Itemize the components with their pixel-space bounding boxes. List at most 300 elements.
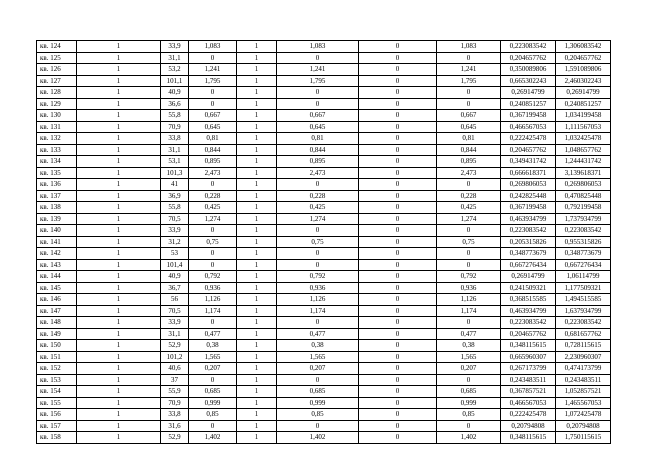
- table-cell: кв. 130: [37, 110, 77, 122]
- table-cell: 1: [77, 340, 161, 352]
- table-cell: 0,728115615: [556, 340, 611, 352]
- table-cell: 0,936: [437, 282, 501, 294]
- table-row: [37, 213, 611, 225]
- table-cell: 2,473: [437, 167, 501, 179]
- table-cell: 53,1: [161, 156, 189, 168]
- table-cell: 0: [189, 317, 237, 329]
- table-cell: 0: [189, 179, 237, 191]
- table-cell: 0,85: [277, 409, 359, 421]
- table-cell: 1: [77, 386, 161, 398]
- table-cell: 0,242825448: [501, 190, 556, 202]
- table-cell: 0,645: [437, 121, 501, 133]
- table-cell: 0,367199458: [501, 110, 556, 122]
- table-cell: 0,223083542: [501, 225, 556, 237]
- table-cell: 0,477: [189, 328, 237, 340]
- table-cell: 0,999: [189, 397, 237, 409]
- table-cell: кв. 147: [37, 305, 77, 317]
- table-cell: 0,666618371: [501, 167, 556, 179]
- table-cell: 0,681657762: [556, 328, 611, 340]
- table-cell: 33,9: [161, 41, 189, 53]
- table-cell: кв. 135: [37, 167, 77, 179]
- table-cell: 0: [277, 374, 359, 386]
- table-cell: 0: [359, 87, 437, 99]
- table-cell: 1: [237, 190, 277, 202]
- table-cell: 1: [77, 87, 161, 99]
- table-cell: 1,402: [189, 432, 237, 444]
- table-cell: 0: [359, 305, 437, 317]
- table-row: [37, 282, 611, 294]
- table-cell: 1: [77, 156, 161, 168]
- table-cell: 0: [437, 179, 501, 191]
- table-cell: 1,174: [437, 305, 501, 317]
- table-cell: 0,75: [189, 236, 237, 248]
- table-cell: кв. 155: [37, 397, 77, 409]
- table-cell: кв. 140: [37, 225, 77, 237]
- table-cell: 0,999: [277, 397, 359, 409]
- table-cell: 0,895: [437, 156, 501, 168]
- table-cell: 0: [437, 374, 501, 386]
- table-cell: 1: [237, 317, 277, 329]
- table-cell: 2,473: [189, 167, 237, 179]
- table-cell: 1: [77, 75, 161, 87]
- table-cell: 1: [237, 98, 277, 110]
- table-row: [37, 328, 611, 340]
- table-row: [37, 340, 611, 352]
- table-cell: 33,8: [161, 133, 189, 145]
- table-cell: 0: [359, 351, 437, 363]
- table-cell: 0,20794808: [501, 420, 556, 432]
- table-cell: 70,9: [161, 397, 189, 409]
- table-cell: 0: [437, 87, 501, 99]
- table-row: [37, 294, 611, 306]
- table-cell: 1: [237, 167, 277, 179]
- table-cell: кв. 156: [37, 409, 77, 421]
- table-cell: 1: [237, 248, 277, 260]
- table-cell: 0,667276434: [501, 259, 556, 271]
- table-row: [37, 75, 611, 87]
- table-cell: 1: [237, 351, 277, 363]
- table-cell: 1: [77, 351, 161, 363]
- table-cell: 1,795: [277, 75, 359, 87]
- table-cell: 0,223083542: [501, 317, 556, 329]
- table-cell: 1,565: [277, 351, 359, 363]
- table-cell: 0: [359, 248, 437, 260]
- table-cell: кв. 128: [37, 87, 77, 99]
- table-row: [37, 259, 611, 271]
- table-cell: 0,38: [189, 340, 237, 352]
- table-cell: 70,9: [161, 121, 189, 133]
- table-cell: 1: [77, 133, 161, 145]
- table-cell: 0,75: [277, 236, 359, 248]
- table-cell: кв. 136: [37, 179, 77, 191]
- table-row: [37, 305, 611, 317]
- table-cell: 0: [359, 317, 437, 329]
- table-cell: 1,244431742: [556, 156, 611, 168]
- table-cell: 0,665302243: [501, 75, 556, 87]
- table-cell: 0,350089806: [501, 64, 556, 76]
- table-cell: кв. 139: [37, 213, 77, 225]
- table-cell: кв. 148: [37, 317, 77, 329]
- table-cell: 0: [277, 259, 359, 271]
- table-cell: 1: [77, 305, 161, 317]
- table-cell: 0: [189, 248, 237, 260]
- table-cell: 1: [77, 397, 161, 409]
- table-cell: 0: [189, 225, 237, 237]
- table-cell: 0,367857521: [501, 386, 556, 398]
- table-cell: кв. 137: [37, 190, 77, 202]
- table-cell: кв. 144: [37, 271, 77, 283]
- table-cell: 0,75: [437, 236, 501, 248]
- table-cell: 52,9: [161, 432, 189, 444]
- table-cell: 33,9: [161, 317, 189, 329]
- table-cell: 0: [359, 52, 437, 64]
- table-cell: 2,230960307: [556, 351, 611, 363]
- table-cell: 0: [359, 340, 437, 352]
- table-row: [37, 420, 611, 432]
- table-row: [37, 52, 611, 64]
- table-cell: 0,463934799: [501, 213, 556, 225]
- table-cell: 0: [359, 110, 437, 122]
- table-cell: 1,795: [189, 75, 237, 87]
- table-cell: 0,349431742: [501, 156, 556, 168]
- table-row: [37, 156, 611, 168]
- table-cell: 0,348773679: [556, 248, 611, 260]
- table-cell: кв. 132: [37, 133, 77, 145]
- table-cell: 101,2: [161, 351, 189, 363]
- table-cell: 2,460302243: [556, 75, 611, 87]
- table-cell: кв. 133: [37, 144, 77, 156]
- table-cell: 1: [237, 236, 277, 248]
- table-cell: 0,269806053: [501, 179, 556, 191]
- table-cell: 0: [359, 328, 437, 340]
- table-cell: 0: [359, 167, 437, 179]
- table-cell: 1,795: [437, 75, 501, 87]
- table-cell: 1: [77, 144, 161, 156]
- table-cell: 0: [359, 363, 437, 375]
- table-cell: 0: [277, 98, 359, 110]
- table-cell: 31,1: [161, 328, 189, 340]
- table-cell: 0: [359, 374, 437, 386]
- table-cell: 0,367199458: [501, 202, 556, 214]
- table-cell: 1,083: [277, 41, 359, 53]
- table-cell: 0,348773679: [501, 248, 556, 260]
- table-cell: 0,792: [189, 271, 237, 283]
- table-cell: 31,2: [161, 236, 189, 248]
- table-cell: 0,223083542: [556, 317, 611, 329]
- table-cell: 1,565: [189, 351, 237, 363]
- table-row: [37, 432, 611, 444]
- table-cell: 1,750115615: [556, 432, 611, 444]
- table-cell: 56: [161, 294, 189, 306]
- table-cell: 0,466567053: [501, 397, 556, 409]
- table-cell: 0,425: [277, 202, 359, 214]
- table-cell: кв. 151: [37, 351, 77, 363]
- table-cell: 1: [77, 98, 161, 110]
- table-cell: 0: [359, 271, 437, 283]
- table-cell: 1,274: [437, 213, 501, 225]
- table-cell: 0: [437, 52, 501, 64]
- table-cell: 36,9: [161, 190, 189, 202]
- table-cell: 1,402: [437, 432, 501, 444]
- table-cell: 101,1: [161, 75, 189, 87]
- table-cell: 1,126: [277, 294, 359, 306]
- table-cell: 0: [359, 259, 437, 271]
- table-cell: 0,348115615: [501, 340, 556, 352]
- table-cell: 40,9: [161, 271, 189, 283]
- table-cell: кв. 134: [37, 156, 77, 168]
- table-cell: 0,267173799: [501, 363, 556, 375]
- table-cell: 1,274: [277, 213, 359, 225]
- table-cell: 0,844: [437, 144, 501, 156]
- table-cell: 0,241509321: [501, 282, 556, 294]
- table-cell: 0,792: [277, 271, 359, 283]
- table-row: [37, 87, 611, 99]
- table-cell: кв. 124: [37, 41, 77, 53]
- table-cell: 0: [359, 420, 437, 432]
- table-cell: 0,204657762: [556, 52, 611, 64]
- table-cell: 0: [359, 179, 437, 191]
- table-cell: 1: [237, 386, 277, 398]
- table-cell: кв. 126: [37, 64, 77, 76]
- table-cell: 0: [437, 259, 501, 271]
- table-cell: 1: [237, 133, 277, 145]
- table-cell: 1: [77, 248, 161, 260]
- table-cell: 0,466567053: [501, 121, 556, 133]
- table-cell: 1: [237, 144, 277, 156]
- table-cell: 1: [77, 52, 161, 64]
- table-cell: 0,228: [437, 190, 501, 202]
- table-cell: 0: [359, 282, 437, 294]
- table-cell: 1: [77, 259, 161, 271]
- table-cell: 0: [359, 190, 437, 202]
- table-cell: 0: [189, 259, 237, 271]
- table-cell: 0,85: [189, 409, 237, 421]
- table-cell: 0: [359, 133, 437, 145]
- table-cell: 1: [237, 121, 277, 133]
- table-cell: 1: [77, 179, 161, 191]
- table-cell: 1: [77, 167, 161, 179]
- table-cell: 0: [359, 225, 437, 237]
- table-cell: 1,034199458: [556, 110, 611, 122]
- table-cell: 1,306083542: [556, 41, 611, 53]
- table-row: [37, 144, 611, 156]
- table-cell: 1: [77, 294, 161, 306]
- table-cell: 70,5: [161, 305, 189, 317]
- table-cell: 1: [77, 409, 161, 421]
- table-cell: кв. 150: [37, 340, 77, 352]
- table-cell: 1: [237, 397, 277, 409]
- table-cell: 1,274: [189, 213, 237, 225]
- table-cell: 0,204657762: [501, 144, 556, 156]
- table-cell: 0: [359, 41, 437, 53]
- table-cell: 0,81: [437, 133, 501, 145]
- table-cell: кв. 158: [37, 432, 77, 444]
- table-cell: 0: [359, 236, 437, 248]
- table-cell: 0,240851257: [501, 98, 556, 110]
- table-cell: 31,1: [161, 52, 189, 64]
- table-cell: кв. 145: [37, 282, 77, 294]
- table-cell: 0,207: [277, 363, 359, 375]
- table-cell: 1: [237, 202, 277, 214]
- table-cell: 0,38: [277, 340, 359, 352]
- table-cell: 0,667276434: [556, 259, 611, 271]
- table-cell: кв. 153: [37, 374, 77, 386]
- table-cell: 1: [77, 121, 161, 133]
- table-cell: 0: [277, 179, 359, 191]
- table-cell: 0: [359, 202, 437, 214]
- table-cell: 0,222425478: [501, 409, 556, 421]
- table-cell: 1: [237, 75, 277, 87]
- table-cell: 1: [237, 87, 277, 99]
- table-cell: 40,9: [161, 87, 189, 99]
- table-cell: 0: [437, 225, 501, 237]
- table-row: [37, 133, 611, 145]
- table-cell: 0,240851257: [556, 98, 611, 110]
- table-cell: 101,3: [161, 167, 189, 179]
- table-cell: 0,205315826: [501, 236, 556, 248]
- table-cell: 0,26914799: [556, 87, 611, 99]
- table-cell: кв. 146: [37, 294, 77, 306]
- table-cell: 1: [237, 328, 277, 340]
- table-cell: 0: [437, 420, 501, 432]
- table-cell: 2,473: [277, 167, 359, 179]
- table-cell: 0,665960307: [501, 351, 556, 363]
- table-cell: 1: [77, 271, 161, 283]
- table-cell: 1: [237, 179, 277, 191]
- table-cell: 1: [237, 305, 277, 317]
- table-cell: 0: [277, 420, 359, 432]
- table-cell: 0: [359, 409, 437, 421]
- table-cell: 0,685: [189, 386, 237, 398]
- table-cell: кв. 127: [37, 75, 77, 87]
- table-cell: 1,402: [277, 432, 359, 444]
- table-cell: 0: [437, 248, 501, 260]
- table-cell: 1: [77, 374, 161, 386]
- table-cell: 1,111567053: [556, 121, 611, 133]
- table-cell: 1,241: [189, 64, 237, 76]
- table-row: [37, 225, 611, 237]
- table-cell: 1,174: [189, 305, 237, 317]
- table-cell: 3,139618371: [556, 167, 611, 179]
- table-row: [37, 271, 611, 283]
- table-cell: 0,999: [437, 397, 501, 409]
- table-body: [37, 41, 611, 444]
- table-cell: 1: [237, 294, 277, 306]
- table-cell: 1,591089806: [556, 64, 611, 76]
- table-cell: 0,228: [277, 190, 359, 202]
- table-cell: 0: [359, 156, 437, 168]
- table-cell: 0: [437, 317, 501, 329]
- table-cell: 0: [359, 213, 437, 225]
- table-cell: 1,637934799: [556, 305, 611, 317]
- table-cell: 0: [277, 225, 359, 237]
- table-row: [37, 248, 611, 260]
- table-cell: 0,936: [277, 282, 359, 294]
- table-cell: 1: [237, 213, 277, 225]
- table-cell: 0,204657762: [501, 52, 556, 64]
- table-cell: кв. 129: [37, 98, 77, 110]
- table-cell: 52,9: [161, 340, 189, 352]
- table-cell: кв. 138: [37, 202, 77, 214]
- table-cell: 0,243483511: [556, 374, 611, 386]
- table-cell: кв. 157: [37, 420, 77, 432]
- table-cell: 1: [77, 432, 161, 444]
- table-cell: 1: [237, 259, 277, 271]
- table-row: [37, 98, 611, 110]
- table-cell: кв. 152: [37, 363, 77, 375]
- table-cell: 1: [77, 41, 161, 53]
- table-cell: 1: [77, 110, 161, 122]
- table-cell: 33,9: [161, 225, 189, 237]
- table-cell: 0: [359, 294, 437, 306]
- table-cell: 0,477: [437, 328, 501, 340]
- table-cell: 0,844: [277, 144, 359, 156]
- table-row: [37, 363, 611, 375]
- table-cell: 0: [437, 98, 501, 110]
- table-cell: 1,072425478: [556, 409, 611, 421]
- table-cell: 0,895: [277, 156, 359, 168]
- table-row: [37, 64, 611, 76]
- table-cell: 0,685: [437, 386, 501, 398]
- table-cell: 40,6: [161, 363, 189, 375]
- table-cell: кв. 142: [37, 248, 77, 260]
- table-cell: 1: [77, 328, 161, 340]
- table-cell: 33,8: [161, 409, 189, 421]
- table-cell: 55,8: [161, 110, 189, 122]
- table-cell: 1,083: [437, 41, 501, 53]
- table-cell: кв. 143: [37, 259, 77, 271]
- table-cell: 37: [161, 374, 189, 386]
- table-cell: 0,792199458: [556, 202, 611, 214]
- table-cell: 1: [237, 64, 277, 76]
- table-cell: 0,368515585: [501, 294, 556, 306]
- table-cell: 0,645: [277, 121, 359, 133]
- table-row: [37, 41, 611, 53]
- table-cell: 0,474173799: [556, 363, 611, 375]
- table-row: [37, 409, 611, 421]
- table-cell: 0,81: [277, 133, 359, 145]
- table-cell: кв. 141: [37, 236, 77, 248]
- table-cell: 0: [359, 121, 437, 133]
- table-cell: 1,06114799: [556, 271, 611, 283]
- table-row: [37, 167, 611, 179]
- table-cell: 0,207: [189, 363, 237, 375]
- data-table: [36, 40, 611, 444]
- table-cell: 1: [237, 374, 277, 386]
- table-cell: 1: [237, 110, 277, 122]
- table-row: [37, 374, 611, 386]
- table-row: [37, 397, 611, 409]
- table-row: [37, 386, 611, 398]
- table-cell: 0: [277, 317, 359, 329]
- table-cell: 1: [77, 225, 161, 237]
- table-cell: 1,052857521: [556, 386, 611, 398]
- table-cell: 0: [359, 98, 437, 110]
- table-row: [37, 351, 611, 363]
- table-row: [37, 202, 611, 214]
- table-cell: 1: [77, 363, 161, 375]
- table-cell: 0: [277, 87, 359, 99]
- table-cell: 0,470825448: [556, 190, 611, 202]
- table-cell: 0: [359, 144, 437, 156]
- table-cell: 1: [237, 420, 277, 432]
- table-cell: 1: [77, 202, 161, 214]
- table-cell: 0,667: [437, 110, 501, 122]
- table-cell: 0,425: [437, 202, 501, 214]
- table-cell: 1: [77, 317, 161, 329]
- table-cell: 0: [189, 420, 237, 432]
- table-cell: 0,685: [277, 386, 359, 398]
